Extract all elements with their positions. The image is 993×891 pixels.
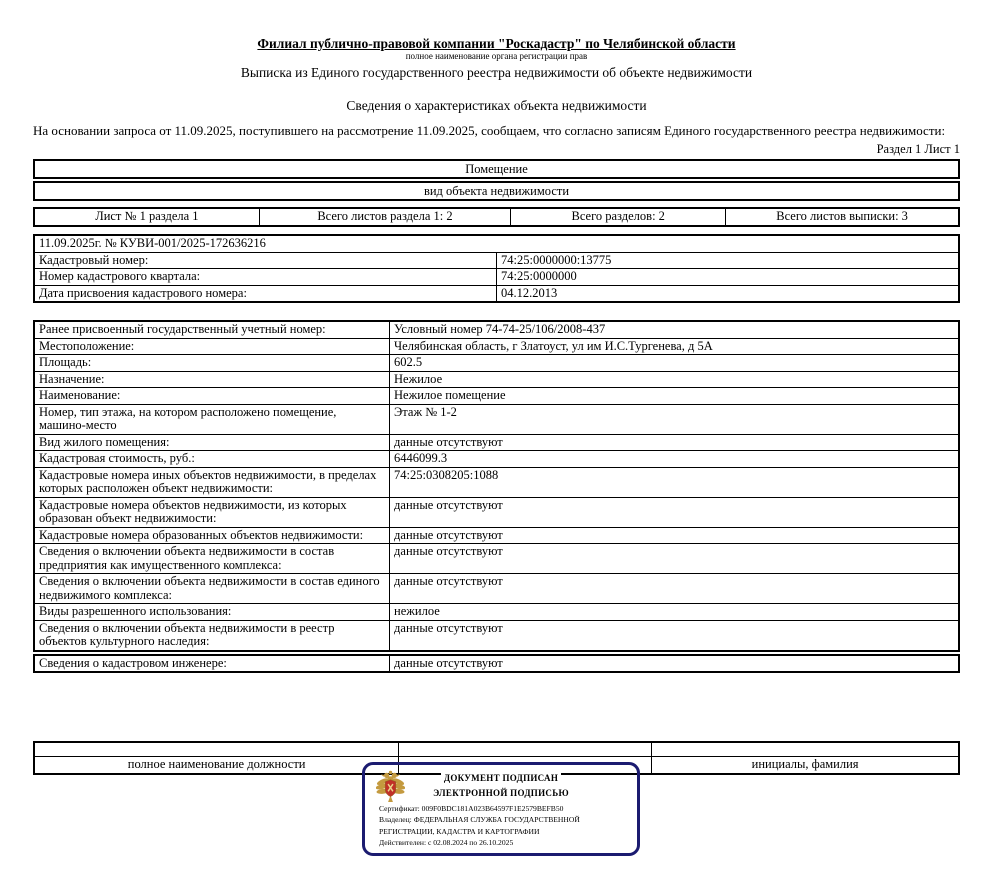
- table-row: [34, 434, 959, 451]
- sheet-info-cell: Всего разделов: 2: [511, 208, 726, 226]
- row-label: Наименование:: [34, 388, 390, 405]
- kuvi-number: 11.09.2025г. № КУВИ-001/2025-172636216: [34, 235, 959, 252]
- characteristics-table: [33, 320, 960, 652]
- row-value: 74:25:0308205:1088: [390, 467, 959, 497]
- row-label: Местоположение:: [34, 338, 390, 355]
- org-name-caption: полное наименование органа регистрации прав: [405, 51, 588, 61]
- digital-signature-stamp: [362, 762, 640, 856]
- sheet-info-cell: Лист № 1 раздела 1: [34, 208, 259, 226]
- table-row: [34, 235, 959, 252]
- position-caption: полное наименование должности: [34, 757, 399, 774]
- table-row: [34, 451, 959, 468]
- row-label: Кадастровый номер:: [34, 252, 497, 269]
- row-label: Номер кадастрового квартала:: [34, 269, 497, 286]
- cadastral-engineer-table: [33, 654, 960, 674]
- row-value: 74:25:0000000: [497, 269, 960, 286]
- row-value: Челябинская область, г Златоуст, ул им И.С.Тургенева, д 5А: [390, 338, 959, 355]
- table-row: [34, 604, 959, 621]
- row-label: Кадастровые номера иных объектов недвижимости, в пределах которых расположен объект недвижимости:: [34, 467, 390, 497]
- row-label: Сведения о включении объекта недвижимости в состав единого недвижимого комплекса:: [34, 574, 390, 604]
- object-type-caption: вид объекта недвижимости: [33, 181, 960, 201]
- signature-empty-cell: [34, 742, 399, 757]
- name-caption: инициалы, фамилия: [652, 757, 959, 774]
- stamp-title-line1: ДОКУМЕНТ ПОДПИСАН: [365, 771, 637, 786]
- row-label: Сведения о кадастровом инженере:: [34, 655, 390, 673]
- row-label: Вид жилого помещения:: [34, 434, 390, 451]
- table-row: [34, 355, 959, 372]
- row-value: Этаж № 1-2: [390, 404, 959, 434]
- row-value: данные отсутствуют: [390, 544, 959, 574]
- stamp-certificate: Сертификат: 009F0BDC181A023B64597F1E2579BEFB50: [379, 804, 564, 813]
- table-row: [34, 285, 959, 302]
- object-type-value: Помещение: [33, 159, 960, 179]
- signature-zone: [33, 741, 960, 891]
- row-value: 6446099.3: [390, 451, 959, 468]
- sheet-info-table: [33, 207, 960, 227]
- row-label: Площадь:: [34, 355, 390, 372]
- signature-empty-cell: [399, 742, 652, 757]
- row-label: Кадастровая стоимость, руб.:: [34, 451, 390, 468]
- table-row: [34, 404, 959, 434]
- row-value: нежилое: [390, 604, 959, 621]
- row-value: данные отсутствуют: [390, 655, 959, 673]
- table-row: [34, 252, 959, 269]
- row-value: данные отсутствуют: [390, 527, 959, 544]
- row-label: Виды разрешенного использования:: [34, 604, 390, 621]
- row-value: Нежилое: [390, 371, 959, 388]
- table-row: [34, 620, 959, 651]
- org-name: Филиал публично-правовой компании "Роскадастр" по Челябинской области: [257, 36, 736, 51]
- row-label: Дата присвоения кадастрового номера:: [34, 285, 497, 302]
- section-title: Сведения о характеристиках объекта недвижимости: [346, 98, 647, 113]
- stamp-title-line2: ЭЛЕКТРОННОЙ ПОДПИСЬЮ: [365, 786, 637, 801]
- row-value: Нежилое помещение: [390, 388, 959, 405]
- table-row: [34, 269, 959, 286]
- sheet-info-cell: Всего листов раздела 1: 2: [259, 208, 510, 226]
- table-row: [34, 388, 959, 405]
- row-value: 74:25:0000000:13775: [497, 252, 960, 269]
- stamp-owner-line2: РЕГИСТРАЦИИ, КАДАСТРА И КАРТОГРАФИИ: [379, 826, 540, 836]
- row-value: данные отсутствуют: [390, 574, 959, 604]
- row-label: Номер, тип этажа, на котором расположено помещение, машино-место: [34, 404, 390, 434]
- stamp-validity: Действителен: с 02.08.2024 по 26.10.2025: [379, 837, 514, 847]
- sheet-info-cell: Всего листов выписки: 3: [726, 208, 959, 226]
- row-label: Сведения о включении объекта недвижимости в реестр объектов культурного наследия:: [34, 620, 390, 651]
- row-label: Кадастровые номера объектов недвижимости, из которых образован объект недвижимости:: [34, 497, 390, 527]
- row-value: 602.5: [390, 355, 959, 372]
- row-value: данные отсутствуют: [390, 434, 959, 451]
- row-label: Назначение:: [34, 371, 390, 388]
- table-row: [34, 544, 959, 574]
- section-sheet-marker: Раздел 1 Лист 1: [876, 142, 960, 156]
- table-row: [34, 574, 959, 604]
- table-row: [34, 497, 959, 527]
- coat-of-arms-icon: [376, 769, 405, 809]
- signature-empty-cell: [652, 742, 959, 757]
- table-row: [34, 467, 959, 497]
- table-row: [34, 321, 959, 338]
- row-value: Условный номер 74-74-25/106/2008-437: [390, 321, 959, 338]
- row-value: данные отсутствуют: [390, 497, 959, 527]
- document-title: Выписка из Единого государственного реестра недвижимости об объекте недвижимости: [240, 65, 753, 80]
- request-info-table: [33, 234, 960, 303]
- stamp-owner-line1: Владелец: ФЕДЕРАЛЬНАЯ СЛУЖБА ГОСУДАРСТВЕННОЙ: [379, 815, 580, 825]
- row-value: 04.12.2013: [497, 285, 960, 302]
- table-row: [34, 371, 959, 388]
- row-value: данные отсутствуют: [390, 620, 959, 651]
- table-row: [34, 338, 959, 355]
- row-label: Кадастровые номера образованных объектов недвижимости:: [34, 527, 390, 544]
- row-label: Сведения о включении объекта недвижимости в состав предприятия как имущественного комплекса:: [34, 544, 390, 574]
- table-row: [34, 655, 959, 673]
- row-label: Ранее присвоенный государственный учетный номер:: [34, 321, 390, 338]
- table-row: [34, 742, 959, 757]
- intro-paragraph: На основании запроса от 11.09.2025, поступившего на рассмотрение 11.09.2025, сообщаем, что согласно записям Единого государственного реестра недвижимости:: [33, 123, 946, 138]
- table-row: [34, 527, 959, 544]
- table-row: [34, 208, 959, 226]
